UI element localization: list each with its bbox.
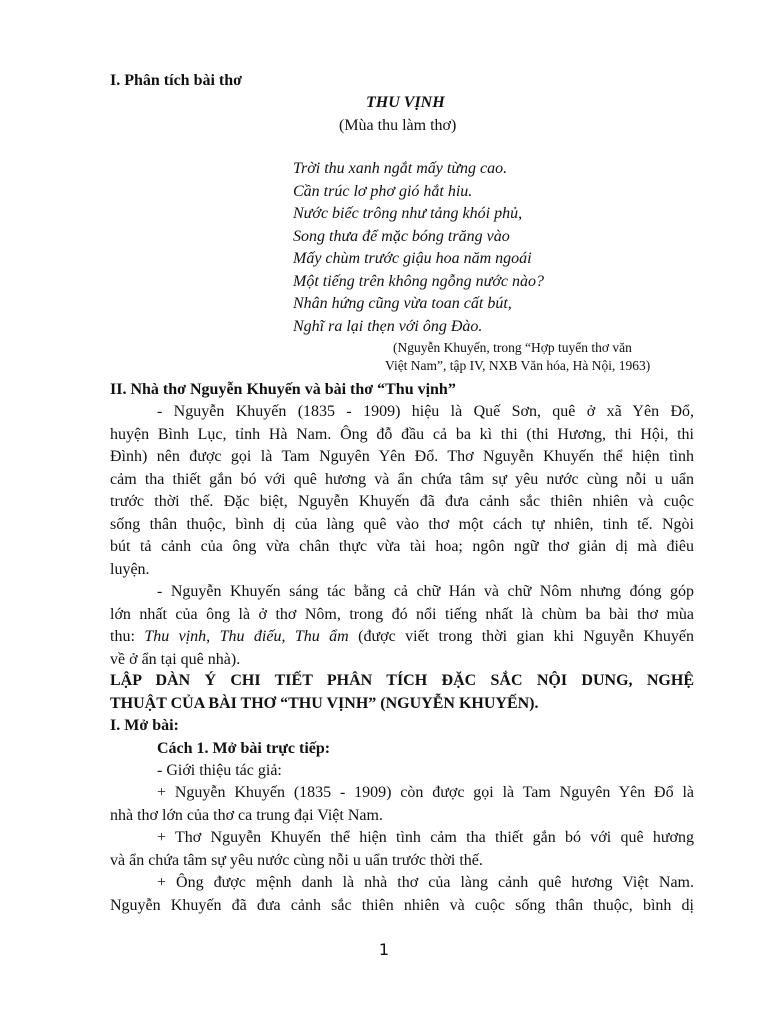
intro-heading: I. Mở bài: (110, 717, 179, 734)
outline-heading-line: THUẬT CỦA BÀI THƠ “THU VỊNH” (NGUYỄN KHUYẾN). (110, 694, 539, 712)
poem-source-line: (Nguyễn Khuyến, trong “Hợp tuyển thơ văn (393, 340, 632, 355)
paragraph-line: Nguyễn Khuyến đã đưa cảnh sắc thiên nhiên và cuộc sống thân thuộc, bình dị (110, 896, 694, 914)
page-number: 1 (378, 940, 390, 959)
poem-line: Song thưa để mặc bóng trăng vào (293, 227, 510, 245)
author-paragraph (110, 401, 694, 581)
paragraph-line: + Nguyễn Khuyến (1835 - 1909) còn được gọi là Tam Nguyên Yên Đổ là (157, 784, 694, 801)
author-intro-label: - Giới thiệu tác giả: (157, 762, 282, 779)
paragraph-line: luyện. (110, 560, 150, 578)
works-paragraph (110, 581, 694, 671)
poem-line: Nhân hứng cũng vừa toan cất bút, (293, 295, 512, 312)
paragraph-line: về ở ẩn tại quê nhà). (110, 650, 241, 668)
paragraph-line: nhà thơ lớn của thơ ca trung đại Việt Nam. (110, 806, 383, 824)
poem-subtitle: (Mùa thu làm thơ) (339, 117, 457, 134)
poem-body (293, 158, 544, 338)
paragraph-line: huyện Bình Lục, tỉnh Hà Nam. Ông đỗ đầu cả ba kì thi (thi Hương, thi Hội, thi (110, 425, 694, 443)
outline-point-3 (110, 872, 694, 917)
text-fragment: thu: (110, 628, 145, 645)
poem-title: THU VỊNH (366, 94, 445, 111)
work-title-thu-am: Thu ẩm (294, 628, 349, 645)
outline-heading-line: LẬP DÀN Ý CHI TIẾT PHÂN TÍCH ĐẶC SẮC NỘI DUNG, NGHỆ (110, 672, 694, 689)
paragraph-line: - Nguyễn Khuyến (1835 - 1909) hiệu là Quế Sơn, quê ở xã Yên Đổ, (157, 403, 694, 420)
paragraph-line: trước thời thế. Đặc biệt, Nguyễn Khuyến đã đưa cảnh sắc thiên nhiên và cuộc (110, 493, 694, 510)
paragraph-line: Đình) nên được gọi là Tam Nguyên Yên Đổ. Thơ Nguyễn Khuyến thể hiện tình (110, 448, 694, 465)
paragraph-line: lớn nhất của ông là ở thơ Nôm, trong đó nổi tiếng nhất là chùm ba bài thơ mùa (110, 605, 694, 623)
paragraph-line: + Ông được mệnh danh là nhà thơ của làng cảnh quê hương Việt Nam. (157, 874, 694, 891)
poem-source-line: Việt Nam”, tập IV, NXB Văn hóa, Hà Nội, 1963) (385, 358, 651, 373)
paragraph-line: - Nguyễn Khuyến sáng tác bằng cả chữ Hán và chữ Nôm nhưng đóng góp (157, 583, 694, 600)
section-heading-analysis: I. Phân tích bài thơ (110, 72, 242, 89)
poem-line: Mấy chùm trước giậu hoa năm ngoái (293, 250, 532, 267)
paragraph-line: + Thơ Nguyễn Khuyến thể hiện tình cảm tha thiết gắn bó với quê hương (157, 829, 694, 846)
paragraph-line: sống thân thuộc, bình dị của làng quê vào thơ một cách tự nhiên, tinh tế. Ngòi (110, 515, 694, 533)
paragraph-line: và ẩn chứa tâm sự yêu nước cùng nỗi u uẩn trước thời thế. (110, 851, 483, 869)
text-fragment: (được viết trong thời gian khi Nguyễn Khuyến (348, 628, 694, 645)
poem-line: Cần trúc lơ phơ gió hắt hiu. (293, 182, 473, 200)
paragraph-line (110, 626, 694, 649)
outline-heading (110, 670, 694, 715)
method1-heading: Cách 1. Mở bài trực tiếp: (157, 740, 331, 757)
text-fragment: , (281, 628, 295, 645)
work-title-thu-vinh: Thu vịnh (144, 628, 207, 645)
paragraph-line: cảm tha thiết gắn bó với quê hương và ẩn chứa tâm sự yêu nước cùng nỗi u uẩn (110, 470, 694, 488)
poem-source (385, 339, 650, 375)
work-title-thu-dieu: Thu điếu (219, 628, 282, 645)
outline-point-1 (110, 782, 694, 827)
poem-line: Nghĩ ra lại thẹn với ông Đào. (293, 317, 483, 335)
poem-line: Một tiếng trên không ngỗng nước nào? (293, 272, 545, 290)
outline-point-2 (110, 827, 694, 872)
text-fragment: , (206, 628, 220, 645)
poem-line: Nước biếc trông như tảng khói phủ, (293, 205, 523, 222)
paragraph-line: bút tả cảnh của ông vừa chân thực vừa tài hoa; ngôn ngữ thơ giản dị mà điêu (110, 538, 694, 555)
section-heading-author: II. Nhà thơ Nguyễn Khuyến và bài thơ “Thu vịnh” (110, 381, 456, 398)
poem-line: Trời thu xanh ngắt mấy từng cao. (293, 160, 508, 177)
